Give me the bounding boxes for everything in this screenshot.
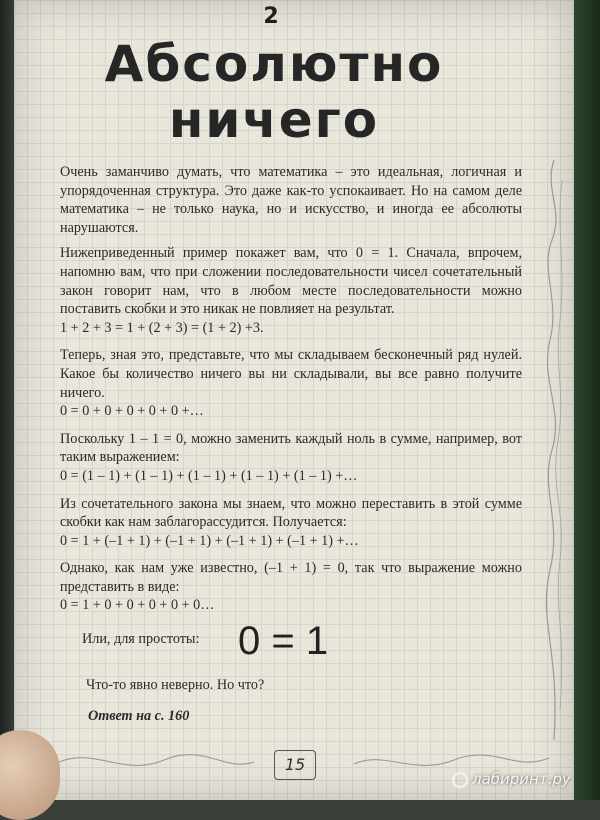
paragraph-rearrange: Из сочетательного закона мы знаем, что можно переставить в этой сумме скобки как нам заблагорассудится. Получается: (60, 495, 522, 531)
paragraph-associative-law: Нижеприведенный пример покажет вам, что 0 = 1. Сначала, впрочем, напомню вам, что при сложении последовательности чисел сочетательный закон говорит нам, что в любом месте последовательности можно поставить скобки и это никак не повлияет на результат. (60, 245, 522, 318)
chapter-number: 2 (263, 4, 279, 29)
labyrinth-logo-icon (452, 772, 468, 788)
paragraph-replace: Поскольку 1 – 1 = 0, можно заменить каждый ноль в сумме, например, вот таким выражением: (60, 430, 522, 466)
chapter-title-line2: ничего (168, 91, 380, 149)
formula-simplified: 0 = 1 + 0 + 0 + 0 + 0 + 0… (60, 597, 215, 614)
question-text: Что-то явно неверно. Но что? (86, 677, 265, 693)
conclusion-row (60, 619, 522, 670)
chapter-title (94, 36, 454, 148)
formula-rearranged: 0 = 1 + (–1 + 1) + (–1 + 1) + (–1 + 1) + (–1 + 1) +… (60, 532, 359, 549)
answer-reference: Ответ на с. 160 (88, 708, 190, 724)
formula-associative: 1 + 2 + 3 = 1 + (2 + 3) = (1 + 2) +3. (60, 319, 264, 336)
paragraph-intro: Очень заманчиво думать, что математика – это идеальная, логичная и упорядоченная структура. Это даже как-то успокаивает. Но на самом деле математика – не только наука, но и искусство, и иногда ее абсолюты нарушаются. (60, 164, 522, 236)
watermark-text: лабиринт.ру (472, 770, 571, 788)
background-right (572, 0, 600, 800)
big-equation: 0 = 1 (238, 619, 329, 664)
book-page (14, 0, 574, 800)
paragraph-zeros: Теперь, зная это, представьте, что мы складываем бесконечный ряд нулей. Какое бы количество ничего вы ни складывали, вы все равно получите ничего. (60, 347, 522, 401)
margin-scribble (536, 150, 572, 750)
paragraph-simplify: Однако, как нам уже известно, (–1 + 1) = 0, так что выражение можно представить в виде: (60, 560, 522, 595)
formula-differences: 0 = (1 – 1) + (1 – 1) + (1 – 1) + (1 – 1) + (1 – 1) +… (60, 467, 358, 484)
formula-zeros: 0 = 0 + 0 + 0 + 0 + 0 +… (60, 403, 204, 420)
page-number: 15 (274, 750, 316, 780)
chapter-title-line1: Абсолютно (104, 35, 444, 93)
page-body (60, 163, 522, 670)
watermark (452, 770, 571, 788)
conclusion-label: Или, для простоты: (82, 631, 200, 648)
